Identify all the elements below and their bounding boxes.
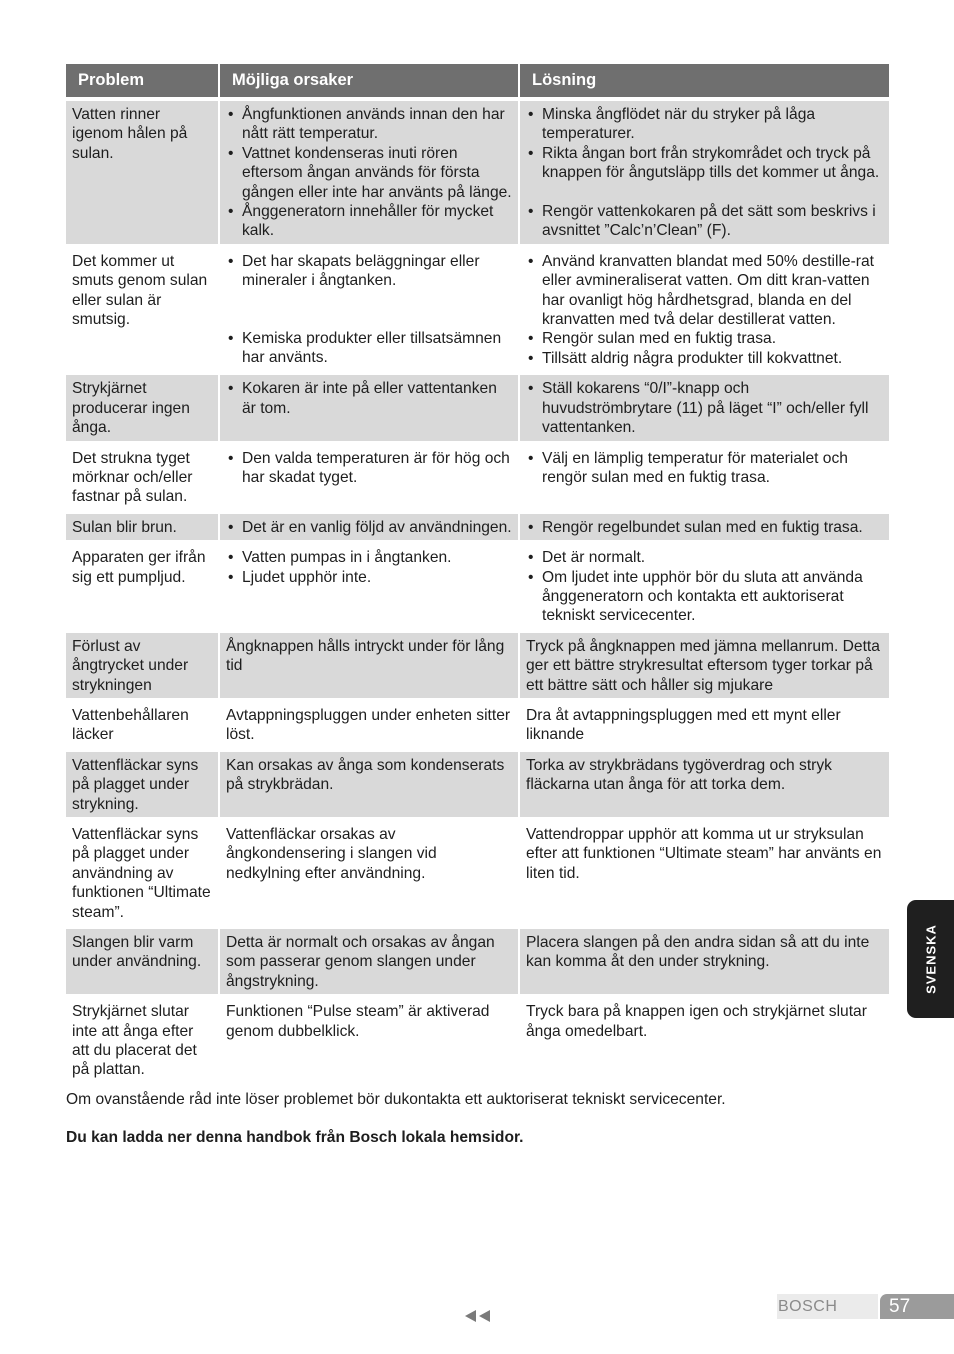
causes-cell <box>219 373 519 442</box>
brand-label: BOSCH <box>777 1294 878 1319</box>
table-row <box>66 512 889 542</box>
language-side-tab <box>907 900 954 1018</box>
header-problem: Problem <box>66 64 219 99</box>
cause-item: • Kemiska produkter eller tillsatsämnen har använts. <box>226 329 512 368</box>
cause-cell: Funktionen “Pulse steam” är aktiverad genom dubbelklick. <box>219 996 519 1083</box>
page-number: 57 <box>880 1294 954 1319</box>
causes-list <box>226 449 512 488</box>
solution-cell <box>519 246 889 373</box>
solution-cell <box>519 373 889 442</box>
cause-cell: Avtappningspluggen under enheten sitter löst. <box>219 700 519 750</box>
solution-cell <box>519 542 889 631</box>
causes-list <box>226 548 512 587</box>
causes-list <box>226 379 512 418</box>
cause-item: • Den valda temperaturen är för hög och har skadat tyget. <box>226 449 512 488</box>
problem-cell: Vattenfläckar syns på plagget under användning av funktionen “Ultimate steam”. <box>66 819 219 927</box>
problem-cell: Det strukna tyget mörknar och/eller fastnar på sulan. <box>66 443 219 512</box>
solution-item: • Minska ångflödet när du stryker på låga temperaturer. <box>526 105 883 144</box>
solution-item: • Rengör vattenkokaren på det sätt som beskrivs i avsnittet ”Calc’n’Clean” (F). <box>526 202 883 241</box>
solution-item: • Använd kranvatten blandat med 50% destille-rat eller avmineraliserat vatten. Om ditt kran-vatten har ovanligt hög hårdhetsgrad, blanda en del kranvatten med två delar destillerat vatten. <box>526 252 883 330</box>
problem-cell: Vattenbehållaren läcker <box>66 700 219 750</box>
table-row <box>66 373 889 442</box>
header-causes: Möjliga orsaker <box>219 64 519 99</box>
causes-list <box>226 252 512 368</box>
causes-cell <box>219 246 519 373</box>
causes-list <box>226 105 512 241</box>
problem-cell: Förlust av ångtrycket under strykningen <box>66 631 219 700</box>
cause-item: • Det har skapats beläggningar eller mineraler i ångtanken. <box>226 252 512 291</box>
service-note: Om ovanstående råd inte löser problemet bör dukontakta ett auktoriserat tekniskt servicecenter. <box>66 1091 726 1108</box>
troubleshooting-table <box>66 64 889 1083</box>
solution-cell: Vattendroppar upphör att komma ut ur stryksulan efter att funktionen “Ultimate steam” har använts en liten tid. <box>519 819 889 927</box>
causes-cell <box>219 99 519 246</box>
table-row <box>66 246 889 373</box>
solutions-list <box>526 449 883 488</box>
cause-item: • Vattnet kondenseras inuti rören eftersom ångan används för första gången eller inte har använts på länge. <box>226 144 512 202</box>
table-row <box>66 99 889 246</box>
solution-item: • Rikta ångan bort från strykområdet och tryck på knappen för ångutsläpp tills det kommer ut ånga. <box>526 144 883 183</box>
solution-cell <box>519 443 889 512</box>
solution-item: • Tillsätt aldrig några produkter till kokvattnet. <box>526 349 883 368</box>
solution-cell: Dra åt avtappningspluggen med ett mynt eller liknande <box>519 700 889 750</box>
cause-item: • Kokaren är inte på eller vattentanken är tom. <box>226 379 512 418</box>
cause-item: • Ljudet upphör inte. <box>226 568 512 587</box>
problem-cell: Apparaten ger ifrån sig ett pumpljud. <box>66 542 219 631</box>
double-left-arrow-icon[interactable] <box>464 1308 492 1324</box>
solution-cell <box>519 512 889 542</box>
table-row <box>66 443 889 512</box>
problem-cell: Strykjärnet producerar ingen ånga. <box>66 373 219 442</box>
cause-item: • Vatten pumpas in i ångtanken. <box>226 548 512 567</box>
solution-item: • Det är normalt. <box>526 548 883 567</box>
problem-cell: Vattenfläckar syns på plagget under strykning. <box>66 750 219 819</box>
solution-item: • Välj en lämplig temperatur för materialet och rengör sulan med en fuktig trasa. <box>526 449 883 488</box>
cause-cell: Detta är normalt och orsakas av ångan som passerar genom slangen under ångstrykning. <box>219 927 519 996</box>
table-row <box>66 996 889 1083</box>
solution-cell <box>519 99 889 246</box>
table-header-row <box>66 64 889 99</box>
cause-cell: Ångknappen hålls intryckt under för lång tid <box>219 631 519 700</box>
solution-item: • Ställ kokarens “0/I”-knapp och huvudströmbrytare (11) på läget “I” och/eller fyll vattentanken. <box>526 379 883 437</box>
problem-cell: Det kommer ut smuts genom sulan eller sulan är smutsig. <box>66 246 219 373</box>
language-label: SVENSKA <box>922 924 938 994</box>
table-row <box>66 927 889 996</box>
solution-cell: Tryck på ångknappen med jämna mellanrum. Detta ger ett bättre strykresultat eftersom tyger torkar på ett bättre sätt och håller sig mjukare <box>519 631 889 700</box>
solution-cell: Torka av strykbrädans tygöverdrag och stryk fläckarna utan ånga för att torka dem. <box>519 750 889 819</box>
table-row <box>66 819 889 927</box>
header-solution: Lösning <box>519 64 889 99</box>
cause-cell: Kan orsakas av ånga som kondenserats på strykbrädan. <box>219 750 519 819</box>
solutions-list <box>526 379 883 437</box>
table-row <box>66 700 889 750</box>
causes-list <box>226 518 512 537</box>
cause-item: • Ånggeneratorn innehåller för mycket kalk. <box>226 202 512 241</box>
table-row <box>66 542 889 631</box>
problem-cell: Sulan blir brun. <box>66 512 219 542</box>
download-note: Du kan ladda ner denna handbok från Bosch lokala hemsidor. <box>66 1129 524 1146</box>
solutions-list <box>526 252 883 368</box>
table-row <box>66 750 889 819</box>
solution-item: • Om ljudet inte upphör bör du sluta att använda ånggeneratorn och kontakta ett auktoriserat tekniskt servicecenter. <box>526 568 883 626</box>
causes-cell <box>219 443 519 512</box>
solution-item: • Rengör regelbundet sulan med en fuktig trasa. <box>526 518 883 537</box>
cause-item: • Det är en vanlig följd av användningen. <box>226 518 512 537</box>
table-row <box>66 631 889 700</box>
solution-cell: Tryck bara på knappen igen och strykjärnet slutar ånga omedelbart. <box>519 996 889 1083</box>
solutions-list <box>526 105 883 240</box>
causes-cell <box>219 542 519 631</box>
problem-cell: Vatten rinner igenom hålen på sulan. <box>66 99 219 246</box>
problem-cell: Strykjärnet slutar inte att ånga efter att du placerat det på plattan. <box>66 996 219 1083</box>
cause-cell: Vattenfläckar orsakas av ångkondensering i slangen vid nedkylning efter användning. <box>219 819 519 927</box>
causes-cell <box>219 512 519 542</box>
solution-item: • Rengör sulan med en fuktig trasa. <box>526 329 883 348</box>
solutions-list <box>526 548 883 626</box>
solution-cell: Placera slangen på den andra sidan så att du inte kan komma åt den under strykning. <box>519 927 889 996</box>
problem-cell: Slangen blir varm under användning. <box>66 927 219 996</box>
cause-item: • Ångfunktionen används innan den har nått rätt temperatur. <box>226 105 512 144</box>
solutions-list <box>526 518 883 537</box>
